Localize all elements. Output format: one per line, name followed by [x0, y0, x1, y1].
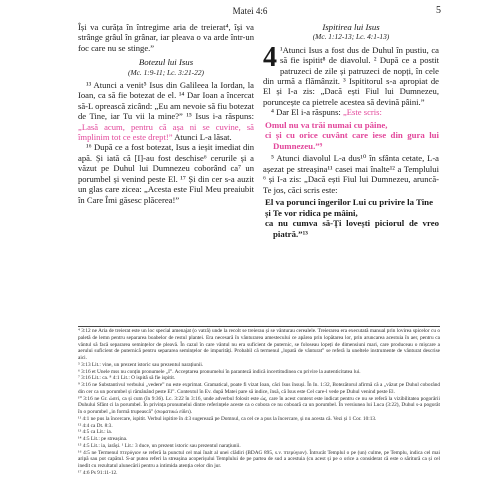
intro-text: Își va curăța în întregime aria de treierat⁴, își va strânge grâul în grânar, iar pleava o va arde într-un foc care nu se stinge.”	[78, 22, 254, 53]
words-of-jesus: „Lasă acum, pentru că așa ni se cuvine, să împlinim tot ce este drept!”	[78, 121, 254, 143]
verse-text: Atunci L-a lăsat.	[172, 132, 232, 143]
footnote: ⁷ 3:16 Lit.: ca. ⁸ 4:1 Lit.: O ispită să fie ispitit.	[78, 375, 176, 382]
footnote: ⁶ 3:16 et Unele mss nu conțin pronumele „I”. Acceptarea pronumelui în paranteză indică incertitudinea cu privire la autenticitatea lui.	[78, 368, 361, 375]
quote-line: El va porunci îngerilor Lui cu privire la Tine	[265, 197, 433, 208]
section-parallel-refs: (Mc. 1:9-11; Lc. 3:21-22)	[127, 67, 204, 77]
quote-line: și Te vor ridica pe mâini,	[265, 207, 358, 218]
footnote: ¹⁷ 4:6 Ps 91:11-12.	[78, 469, 118, 476]
footnote: ¹³ 4:5 ca Lit.: ia.	[78, 429, 113, 436]
quote-line: ca nu cumva să-Ți lovești piciorul de vreo piatră.”¹³	[265, 218, 439, 239]
paragraph	[263, 41, 439, 107]
left-column	[78, 22, 254, 205]
paragraph: ¹⁶ După ce a fost botezat, Isus a ieșit imediat din apă. Și iată că [I]-au fost deschise⁶ cerurile și a văzut pe Duhul lui Dumnezeu coborând ca⁷ un porumbel și venind peste El. ¹⁷ Și din cer s-a auzit un glas care zicea: „Acesta este Fiul Meu preaiubit în Care Îmi găsesc plăcerea!”	[78, 142, 254, 205]
footnote-divider	[78, 326, 440, 327]
verse-text: ¹Atunci Isus a fost dus de Duhul în pustiu, ca să fie ispitit⁸ de diavolul. ² După ce a postit patruzeci de zile și patruzeci de nopți, în cele din urmă a flămânzit. ³ Ispititorul s-a apropiat de El și I-a zis: „Dacă ești Fiul lui Dumnezeu, poruncește ca pietrele acestea să devină pâini.”	[263, 44, 439, 107]
footnote: ⁹ 3:16 ne Substantivul verbului „vedere” nu este exprimat. Gramatical, poate fi vizat Ioan, căci Isus însuși. În In. 1:32, Botezătorul afirmă că a „văzut pe Duhul coborând din cer ca un porumbel și rămânând peste El”. Contextul în Ev. după Matei pare să indice, însă, că Isus este Cel care-l vede pe Duhul venind peste El.	[78, 382, 440, 395]
footnote: ¹⁶ 4:5 ne Termenul πτερύγιον se referă la punctul cel mai înalt al unei clădiri (BDAG 895, s.v. πτερύγιον). Întrucât Templul o pe (un) culme, pe Templu, indica cel mai aripă sau pot capătul. S-ar putea referi la streașina acoperișului Templului de pe partea de sud a acestuia (cu acest și pe o orice a considerat că este o săritură ca și cel inedit cu rezultatul alunecării pentru a intimida atenția celor din jur.	[78, 449, 440, 469]
chapter-number: 4	[263, 41, 277, 73]
running-header-reference: Matei 4:6	[232, 6, 268, 16]
paragraph	[263, 107, 439, 117]
footnote: ¹² 4:4 ca Dt. 8:3.	[78, 422, 113, 429]
footnote: ¹⁴ 4:5 Lit.: pe streașina.	[78, 436, 128, 442]
quote-line: Omul nu va trăi numai cu pâine,	[265, 119, 388, 130]
right-column	[263, 22, 439, 241]
scripture-quote	[263, 197, 439, 239]
section-heading-temptation: Ispitirea lui Isus	[322, 22, 380, 32]
footnote: ¹¹ 4:1 ne pus la încercare, ispitit. Verbul ispitire în 4:3 sugerează pe Domnul, ca cel ce a pus la încercare, și nu acesta că. Vezi și 1 Cor. 10:13.	[78, 415, 377, 422]
page-number: 5	[436, 5, 441, 16]
verse-text: ⁴ Dar El i-a răspuns:	[271, 107, 343, 118]
paragraph: ⁵ Atunci diavolul L-a dus¹⁰ în sfânta cetate, L-a așezat pe streașina¹¹ casei mai înalte¹² a Templului ⁶ și I-a zis: „Dacă ești Fiul lui Dumnezeu, aruncă-Te jos, căci scris este:	[263, 153, 439, 195]
footnote: ¹⁰ 3:16 ne Gr. ώσεί, ca și cum (în 9:36). Lc. 3:22 în 3:16, unde adverbul folosit este ώς, care în acest context este indicat pentru ce nu se referă la vizibilitatea pogorârii Duhului Sfânt ci la porumbel. În privința pronumelui dintre referințele aceste ca o cobora ce nu coboară ca un porumbel. În versiunea lui Luca (3:22), Duhul s-a pogorât în o porumbel „in formă trupească” (σωματικώ είδει).	[78, 395, 440, 415]
footnotes	[78, 328, 440, 477]
footnote: ¹⁵ 4:5 Lit.: ia, iarăși. ¹ Lit.: 3 duce, un prezent istoric sau prezentul narațiunii.	[78, 442, 241, 449]
page-header	[0, 4, 500, 22]
verse-text: ¹³ Atunci a venit⁵ Isus din Galileea la Iordan, la Ioan, ca să fie botezat de el. ¹⁴ Dar Ioan a încercat să-L oprească zicând: „Eu am nevoie să fiu botezat de Tine, iar Tu vii la mine?” ¹⁵ Isus i-a răspuns:	[78, 80, 254, 122]
footnote: ⁴ 3:12 ne Aria de treierat este un loc special amenajat (o vatră) unde la recolt se treierau și se vânturau cerealele. Treierarea era executată manual prin lovirea spicelor cu o paletă de lemn pentru separarea boabelor de restul plantei. Era necesară în vânturarea amestecului ce apărea prin lopătarea lor, prin aruncarea acestuia în aer, pentru ca vântul să facă separarea semințelor de pleavă. În cazul în care vântul nu era suficient de puternic, se foloseau lopeți de dimensiuni mari, care produceau o mișcare a aerului suficient de puternică pentru separarea semințelor de impurități. Probabil că termenul „lopată de vânturat” se referă la uneltele instrumente de vânturat descrise aici.	[78, 328, 440, 361]
words-of-jesus: „Este scris:	[342, 107, 382, 118]
quote-line: ci și cu orice cuvânt care iese din gura lui Dumnezeu.”⁹	[265, 130, 439, 151]
scripture-quote	[263, 120, 439, 152]
footnote: ⁵ 3:13 Lit.: vine, un prezent istoric sau prezentul narațiunii.	[78, 361, 204, 368]
section-parallel-refs: (Mc. 1:12-13; Lc. 4:1-13)	[312, 32, 390, 42]
section-heading-baptism: Botezul lui Isus	[138, 57, 194, 68]
paragraph	[78, 80, 254, 142]
